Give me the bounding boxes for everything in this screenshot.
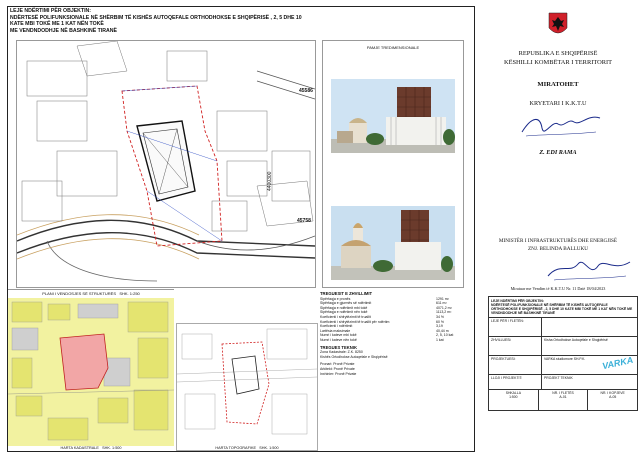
title-block-row-empty-value	[542, 318, 637, 336]
sheet-title	[10, 8, 310, 34]
footer-copies-label: NR. I KOPJEVE	[600, 391, 625, 396]
site-plan	[16, 40, 316, 288]
footer-cell-copies	[588, 390, 637, 410]
footer-cell-sheet	[539, 390, 589, 410]
plan-section-title: PLANI I VENDOSJES SË STRUKTURËS	[42, 291, 116, 296]
title-block-row-empty-label: LEJE PËR / FLETËN:	[489, 318, 542, 336]
title-block-row-label: ZHVILLUESI:	[489, 337, 542, 355]
minister-name: ZNJ. BELINDA BALLUKU	[527, 246, 589, 252]
title-block-header-title: LEJE NDËRTIMI PËR OBJEKTIN:	[491, 298, 544, 303]
coord-label-1: 45586	[299, 88, 313, 94]
plan-section-drawing	[8, 298, 174, 446]
indicator-value: 1291 m²	[436, 296, 449, 301]
kadaster-section-title: HARTA KADASTRALE	[60, 446, 99, 450]
indicator-row	[320, 338, 470, 343]
chair-name: Z. EDI RAMA	[539, 149, 577, 156]
topo-section-header	[177, 446, 317, 450]
topo-drawing	[177, 324, 317, 442]
site-plan-drawing	[17, 41, 315, 287]
render-image-2	[331, 206, 455, 280]
indicator-value: 2, 5, 10 kat	[436, 333, 454, 338]
title-block-row-value: VARKA studiomore SH.P.K.	[544, 357, 586, 362]
indicator-label: Numri i kateve mbi tokë	[320, 333, 357, 338]
render-2-drawing	[331, 206, 455, 280]
indicator-label: Koeficienti i shfrytëzimit të truallit	[320, 314, 371, 319]
owner-line-2: Kishës Ortodhokse Autoqefale e Shqipërisë	[320, 354, 388, 359]
owner-footer-3: Inxhinier: Pronë Private	[320, 371, 357, 376]
title-block	[488, 296, 638, 411]
indicator-value: 1 kat	[436, 337, 444, 342]
indicator-label: Koeficienti i shfrytëzimit të truallit për ndërtim	[320, 319, 390, 324]
title-block-row-label: PROJEKTUESI:	[489, 356, 542, 374]
title-block-row-value: Kisha Ortodhokse Autoqefale e Shqipërisë	[544, 338, 608, 343]
topo-section-title: HARTA TOPOGRAFIKE	[215, 446, 257, 450]
indicator-value: 3,19	[436, 324, 443, 329]
renders-title: PAMJE TREDIMENSIONALE	[366, 45, 420, 50]
indicator-value: 40,44 m	[436, 328, 449, 333]
render-image-1	[331, 79, 455, 153]
indicator-value: 60 %	[436, 319, 444, 324]
indicator-label: Numri i kateve nën tokë	[320, 337, 357, 342]
title-line1: LEJE NDËRTIMI PËR OBJEKTIN:	[10, 8, 91, 14]
indicator-value: 611 m²	[436, 301, 447, 306]
indicator-label: Sipërfaqja e ndërtimit mbi tokë	[320, 305, 368, 310]
approved-label: MIRATOHET	[537, 81, 579, 88]
plan-section	[8, 289, 174, 450]
owner-footer-1: Pronari: Pronë Private	[320, 362, 355, 367]
title-block-row	[489, 356, 637, 375]
ministry-label: MINISTËR I INFRASTRUKTURËS DHE ENERGJISË	[498, 238, 618, 244]
indicator-label: Lartësia maksimale	[320, 328, 351, 333]
albania-coat-of-arms-icon	[548, 12, 568, 38]
indicator-label: Sipërfaqja e pronës	[320, 296, 351, 301]
chair-signature	[518, 110, 604, 140]
title-block-footer	[489, 390, 637, 410]
indicators-rows	[320, 297, 470, 343]
varka-logo: VARKA	[600, 355, 634, 372]
plan-section-header	[8, 291, 174, 296]
title-block-row	[489, 337, 637, 356]
render-1-drawing	[331, 79, 455, 153]
indicator-value: 4071,2 m²	[436, 305, 452, 310]
coord-label-3: 45758	[297, 218, 311, 224]
indicators-panel	[320, 292, 470, 447]
title-block-header	[489, 297, 637, 318]
title-line3: ME VENDNDODHJE NË BASHKINË TIRANË	[10, 27, 117, 34]
owner-line-1: Zona Kadastrale: Z.K. 8250	[320, 350, 363, 355]
footer-sheet-label: NR. I FLETËS	[552, 391, 574, 396]
kadaster-section-scale: SHK. 1:500	[102, 446, 122, 450]
chair-label: KRYETARI I K.K.T.U	[529, 100, 587, 107]
footer-scale-label: SHKALLA	[505, 391, 521, 396]
indicator-label: Koeficienti i ndërtimit	[320, 324, 353, 329]
topo-section	[176, 323, 318, 451]
republic-label: REPUBLIKA E SHQIPËRISË	[518, 50, 598, 57]
title-block-row-empty	[489, 318, 637, 337]
indicators-title: TREGUESIT E ZHVILLIMIT	[320, 291, 373, 296]
indicator-label: Sipërfaqja e gjurmës së ndërtimit	[320, 301, 372, 306]
minister-signature	[544, 252, 634, 284]
decision-label: Miratuar me Vendim të K.K.T.U Nr. 11 Datë 18/04/2023	[510, 286, 606, 291]
indicator-value: 1113,2 m²	[436, 310, 452, 315]
title-line2: NDËRTESË POLIFUNKSIONALE NË SHËRBIM TË KISHËS AUTOQEFALE ORTHODHOKSE E SHQIPËRISË , 2, 5 DHE 10 KATE MBI TOKË ME 1 KAT NËN TOKË	[10, 14, 302, 28]
indicator-value: 34 %	[436, 314, 444, 319]
title-block-row	[489, 375, 637, 390]
owner-title: TREGUES TEKNIK	[320, 344, 357, 350]
footer-copies-value: A-05	[609, 395, 617, 400]
title-block-row-value: PROJEKT TEKNIK	[544, 376, 573, 381]
footer-sheet-value: A-01	[559, 395, 567, 400]
title-block-header-body: NDËRTESË POLIFUNKSIONALE NË SHËRBIM TË KISHËS AUTOQEFALE ORTHODHOKSE E SHQIPËRISË , 2, 5 DHE 10 KATE MBI TOKË ME 1 KAT NËN TOKË ME VENDNDODHJE NË BASHKINË TIRANË	[491, 302, 633, 316]
topo-section-scale: SHK. 1:500	[259, 446, 279, 450]
title-block-row-label: LLOJI I PROJEKTIT:	[489, 375, 542, 389]
indicator-label: Sipërfaqja e ndërtimit nën tokë	[320, 310, 368, 315]
footer-cell-scale	[489, 390, 539, 410]
coord-label-2: 4400300	[267, 171, 273, 191]
council-label: KËSHILLI KOMBËTAR I TERRITORIT	[503, 59, 613, 66]
owner-footer-2: Arkitekt: Pronë Private	[320, 366, 355, 371]
renders-panel	[322, 40, 464, 288]
kadaster-section-header	[8, 446, 174, 450]
footer-scale-value: 1:500	[509, 395, 518, 400]
plan-section-scale: SHK. 1:250	[119, 291, 140, 296]
